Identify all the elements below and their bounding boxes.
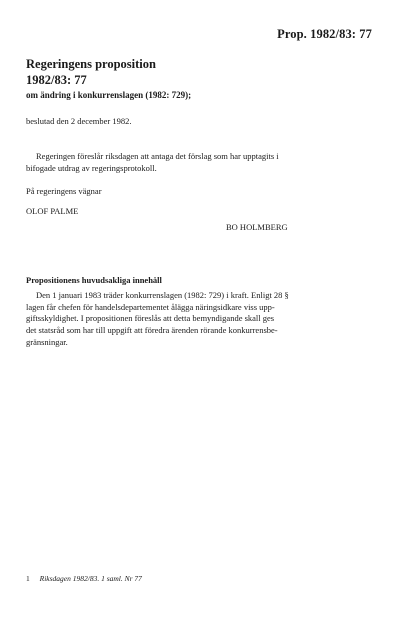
signer-secondary: BO HOLMBERG [226, 222, 288, 232]
page-footer [26, 574, 142, 583]
intro-line-1: Regeringen föreslår riksdagen att antaga det förslag som har upptagits i [36, 151, 279, 161]
summary-line: lagen får chefen för handelsdepartementet ålägga näringsidkare viss upp- [26, 301, 275, 312]
signer-primary: OLOF PALME [26, 206, 79, 216]
document-subtitle: om ändring i konkurrenslagen (1982: 729); [26, 90, 192, 100]
intro-paragraph [26, 151, 366, 174]
summary-line: gränsningar. [26, 336, 68, 347]
document-number: 1982/83: 77 [26, 73, 87, 87]
publication-reference: Riksdagen 1982/83. 1 saml. Nr 77 [39, 574, 142, 583]
on-behalf-label: På regeringens vägnar [26, 186, 102, 196]
summary-heading: Propositionens huvudsakliga innehåll [26, 275, 162, 285]
summary-line: Den 1 januari 1983 träder konkurrenslagen (1982: 729) i kraft. Enligt 28 § [36, 290, 289, 300]
document-title: Regeringens proposition [26, 57, 156, 71]
title-block [26, 56, 191, 102]
page-number: 1 [26, 574, 30, 583]
summary-line: giftsskyldighet. I propositionen föreslås att detta bemyndigande skall ges [26, 313, 275, 324]
proposition-number: Prop. 1982/83: 77 [277, 27, 372, 41]
decision-date: beslutad den 2 december 1982. [26, 116, 132, 126]
summary-paragraph [26, 290, 370, 349]
summary-line: det statsråd som har till uppgift att föredra ärenden rörande konkurrensbe- [26, 325, 278, 336]
intro-line-2: bifogade utdrag av regeringsprotokoll. [26, 162, 157, 173]
